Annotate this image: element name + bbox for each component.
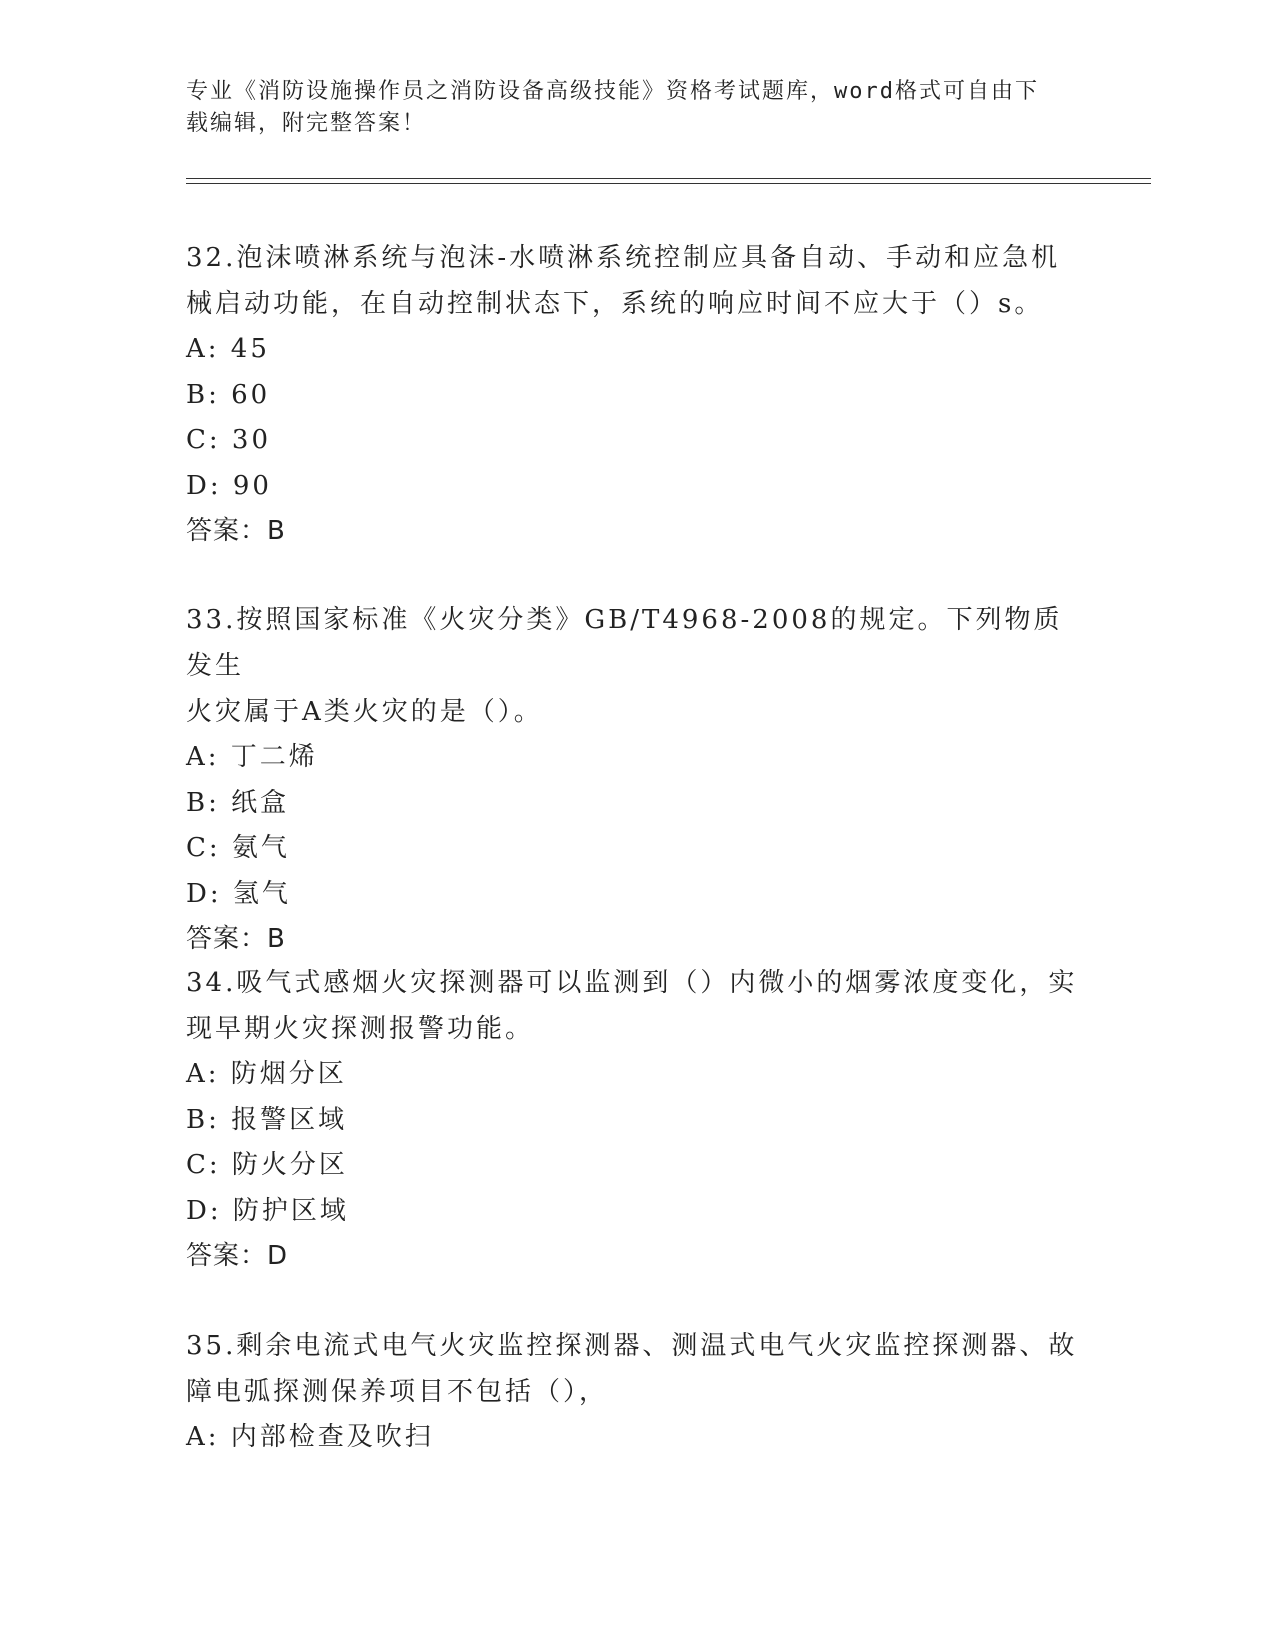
question-stem-line: 火灾属于A类火灾的是（）。 xyxy=(186,697,543,727)
header-divider-top xyxy=(186,178,1151,179)
answer-line: 答案：B xyxy=(186,516,286,546)
option-b: B: 60 xyxy=(186,379,271,410)
option-c: C: 防火分区 xyxy=(186,1150,348,1180)
question-32 xyxy=(186,235,1086,555)
question-stem-line: 现早期火灾探测报警功能。 xyxy=(186,1014,535,1044)
question-34 xyxy=(186,960,1086,1280)
answer-line: 答案：D xyxy=(186,1241,289,1271)
option-a: A: 丁二烯 xyxy=(186,742,318,772)
option-d: D: 防护区域 xyxy=(186,1195,349,1226)
option-c: C: 氨气 xyxy=(186,833,290,863)
option-a: A: 内部检查及吹扫 xyxy=(186,1422,434,1452)
answer-line: 答案：B xyxy=(186,924,286,954)
question-35 xyxy=(186,1323,1086,1461)
option-c: C: 30 xyxy=(186,425,272,455)
option-b: B: 纸盒 xyxy=(186,787,290,818)
question-stem-line: 械启动功能，在自动控制状态下，系统的响应时间不应大于（）s。 xyxy=(186,289,1044,319)
header-divider-bottom xyxy=(186,183,1151,184)
option-a: A: 防烟分区 xyxy=(186,1059,347,1089)
question-stem-line: 35.剩余电流式电气火灾监控探测器、测温式电气火灾监控探测器、故 xyxy=(186,1331,1078,1361)
question-stem-line: 34.吸气式感烟火灾探测器可以监测到（）内微小的烟雾浓度变化，实 xyxy=(186,968,1078,998)
question-stem-line: 障电弧探测保养项目不包括（）， xyxy=(186,1377,609,1407)
header-line-2: 载编辑，附完整答案！ xyxy=(186,111,427,136)
option-a: A: 45 xyxy=(186,334,270,364)
option-d: D: 氢气 xyxy=(186,878,291,909)
question-33 xyxy=(186,597,1086,963)
document-header xyxy=(186,76,1066,140)
option-b: B: 报警区域 xyxy=(186,1104,348,1135)
header-line-1: 专业《消防设施操作员之消防设备高级技能》资格考试题库，word格式可自由下 xyxy=(186,79,1039,104)
question-stem-line: 32.泡沫喷淋系统与泡沫-水喷淋系统控制应具备自动、手动和应急机 xyxy=(186,243,1061,273)
question-stem-line: 33.按照国家标准《火灾分类》GB/T4968-2008的规定。下列物质发生 xyxy=(186,605,1063,681)
option-d: D: 90 xyxy=(186,470,272,501)
